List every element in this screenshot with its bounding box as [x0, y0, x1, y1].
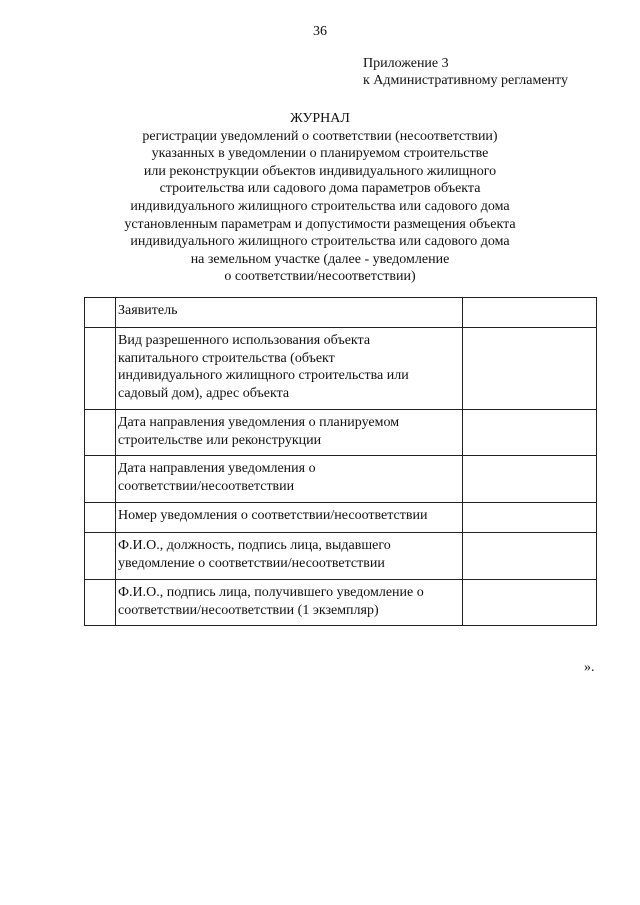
heading-line: о соответствии/несоответствии)	[224, 269, 416, 285]
row-label-line: капитального строительства (объект	[118, 350, 335, 366]
appendix-line-1: Приложение 3	[363, 56, 449, 71]
row-value-cell	[463, 456, 597, 503]
row-label-line: соответствии/несоответствии	[118, 478, 295, 494]
table-row	[85, 456, 597, 503]
row-label-cell	[116, 410, 463, 456]
table-row	[85, 328, 597, 410]
row-label-cell	[116, 456, 463, 503]
row-value-cell	[463, 410, 597, 456]
table-row	[85, 533, 597, 580]
heading-line: индивидуального жилищного строительства или садового дома	[130, 234, 510, 250]
row-label-line: уведомление о соответствии/несоответствии	[118, 555, 385, 571]
row-label-line: Ф.И.О., подпись лица, получившего уведомление о	[118, 585, 424, 600]
row-label-cell	[116, 533, 463, 580]
row-value-cell	[463, 580, 597, 626]
heading-line: установленным параметрам и допустимости размещения объекта	[124, 216, 516, 232]
row-label-line: Номер уведомления о соответствии/несоответствии	[118, 508, 428, 523]
heading-line: на земельном участке (далее - уведомление	[190, 251, 450, 267]
row-label-line: строительстве или реконструкции	[118, 432, 322, 448]
table-row	[85, 580, 597, 626]
row-label-line: Заявитель	[118, 303, 178, 318]
row-number-cell	[85, 580, 116, 626]
row-label-line: индивидуального жилищного строительства или	[118, 368, 409, 383]
heading-line: строительства или садового дома параметров объекта	[159, 181, 481, 197]
row-label-cell	[116, 298, 463, 328]
row-label-line: Дата направления уведомления о	[118, 461, 316, 476]
appendix-line-2: к Административному регламенту	[363, 73, 568, 88]
row-number-cell	[85, 533, 116, 580]
row-label-cell	[116, 580, 463, 626]
row-label-line: Дата направления уведомления о планируемом	[118, 415, 400, 430]
table-row	[85, 298, 597, 328]
row-value-cell	[463, 533, 597, 580]
table-row	[85, 410, 597, 456]
heading-line: регистрации уведомлений о соответствии (несоответствии)	[142, 128, 498, 144]
journal-title: ЖУРНАЛ	[290, 111, 350, 126]
row-label-line: Вид разрешенного использования объекта	[118, 333, 371, 348]
journal-table	[84, 297, 597, 626]
row-number-cell	[85, 298, 116, 328]
heading-line: индивидуального жилищного строительства или садового дома	[130, 198, 510, 214]
heading-line: или реконструкции объектов индивидуального жилищного	[143, 163, 497, 179]
heading-line: указанных в уведомлении о планируемом строительстве	[151, 146, 489, 162]
row-number-cell	[85, 456, 116, 503]
row-value-cell	[463, 328, 597, 410]
table-row	[85, 503, 597, 533]
page-number: 36	[313, 24, 327, 39]
appendix-reference	[363, 55, 568, 89]
row-value-cell	[463, 503, 597, 533]
row-label-cell	[116, 328, 463, 410]
row-number-cell	[85, 410, 116, 456]
row-number-cell	[85, 503, 116, 533]
journal-heading	[0, 110, 640, 286]
row-value-cell	[463, 298, 597, 328]
row-number-cell	[85, 328, 116, 410]
closing-quote-mark: ».	[584, 660, 595, 675]
row-label-line: Ф.И.О., должность, подпись лица, выдавшего	[118, 538, 391, 553]
row-label-line: соответствии/несоответствии (1 экземпляр)	[118, 602, 379, 618]
row-label-line: садовый дом), адрес объекта	[118, 385, 290, 401]
row-label-cell	[116, 503, 463, 533]
